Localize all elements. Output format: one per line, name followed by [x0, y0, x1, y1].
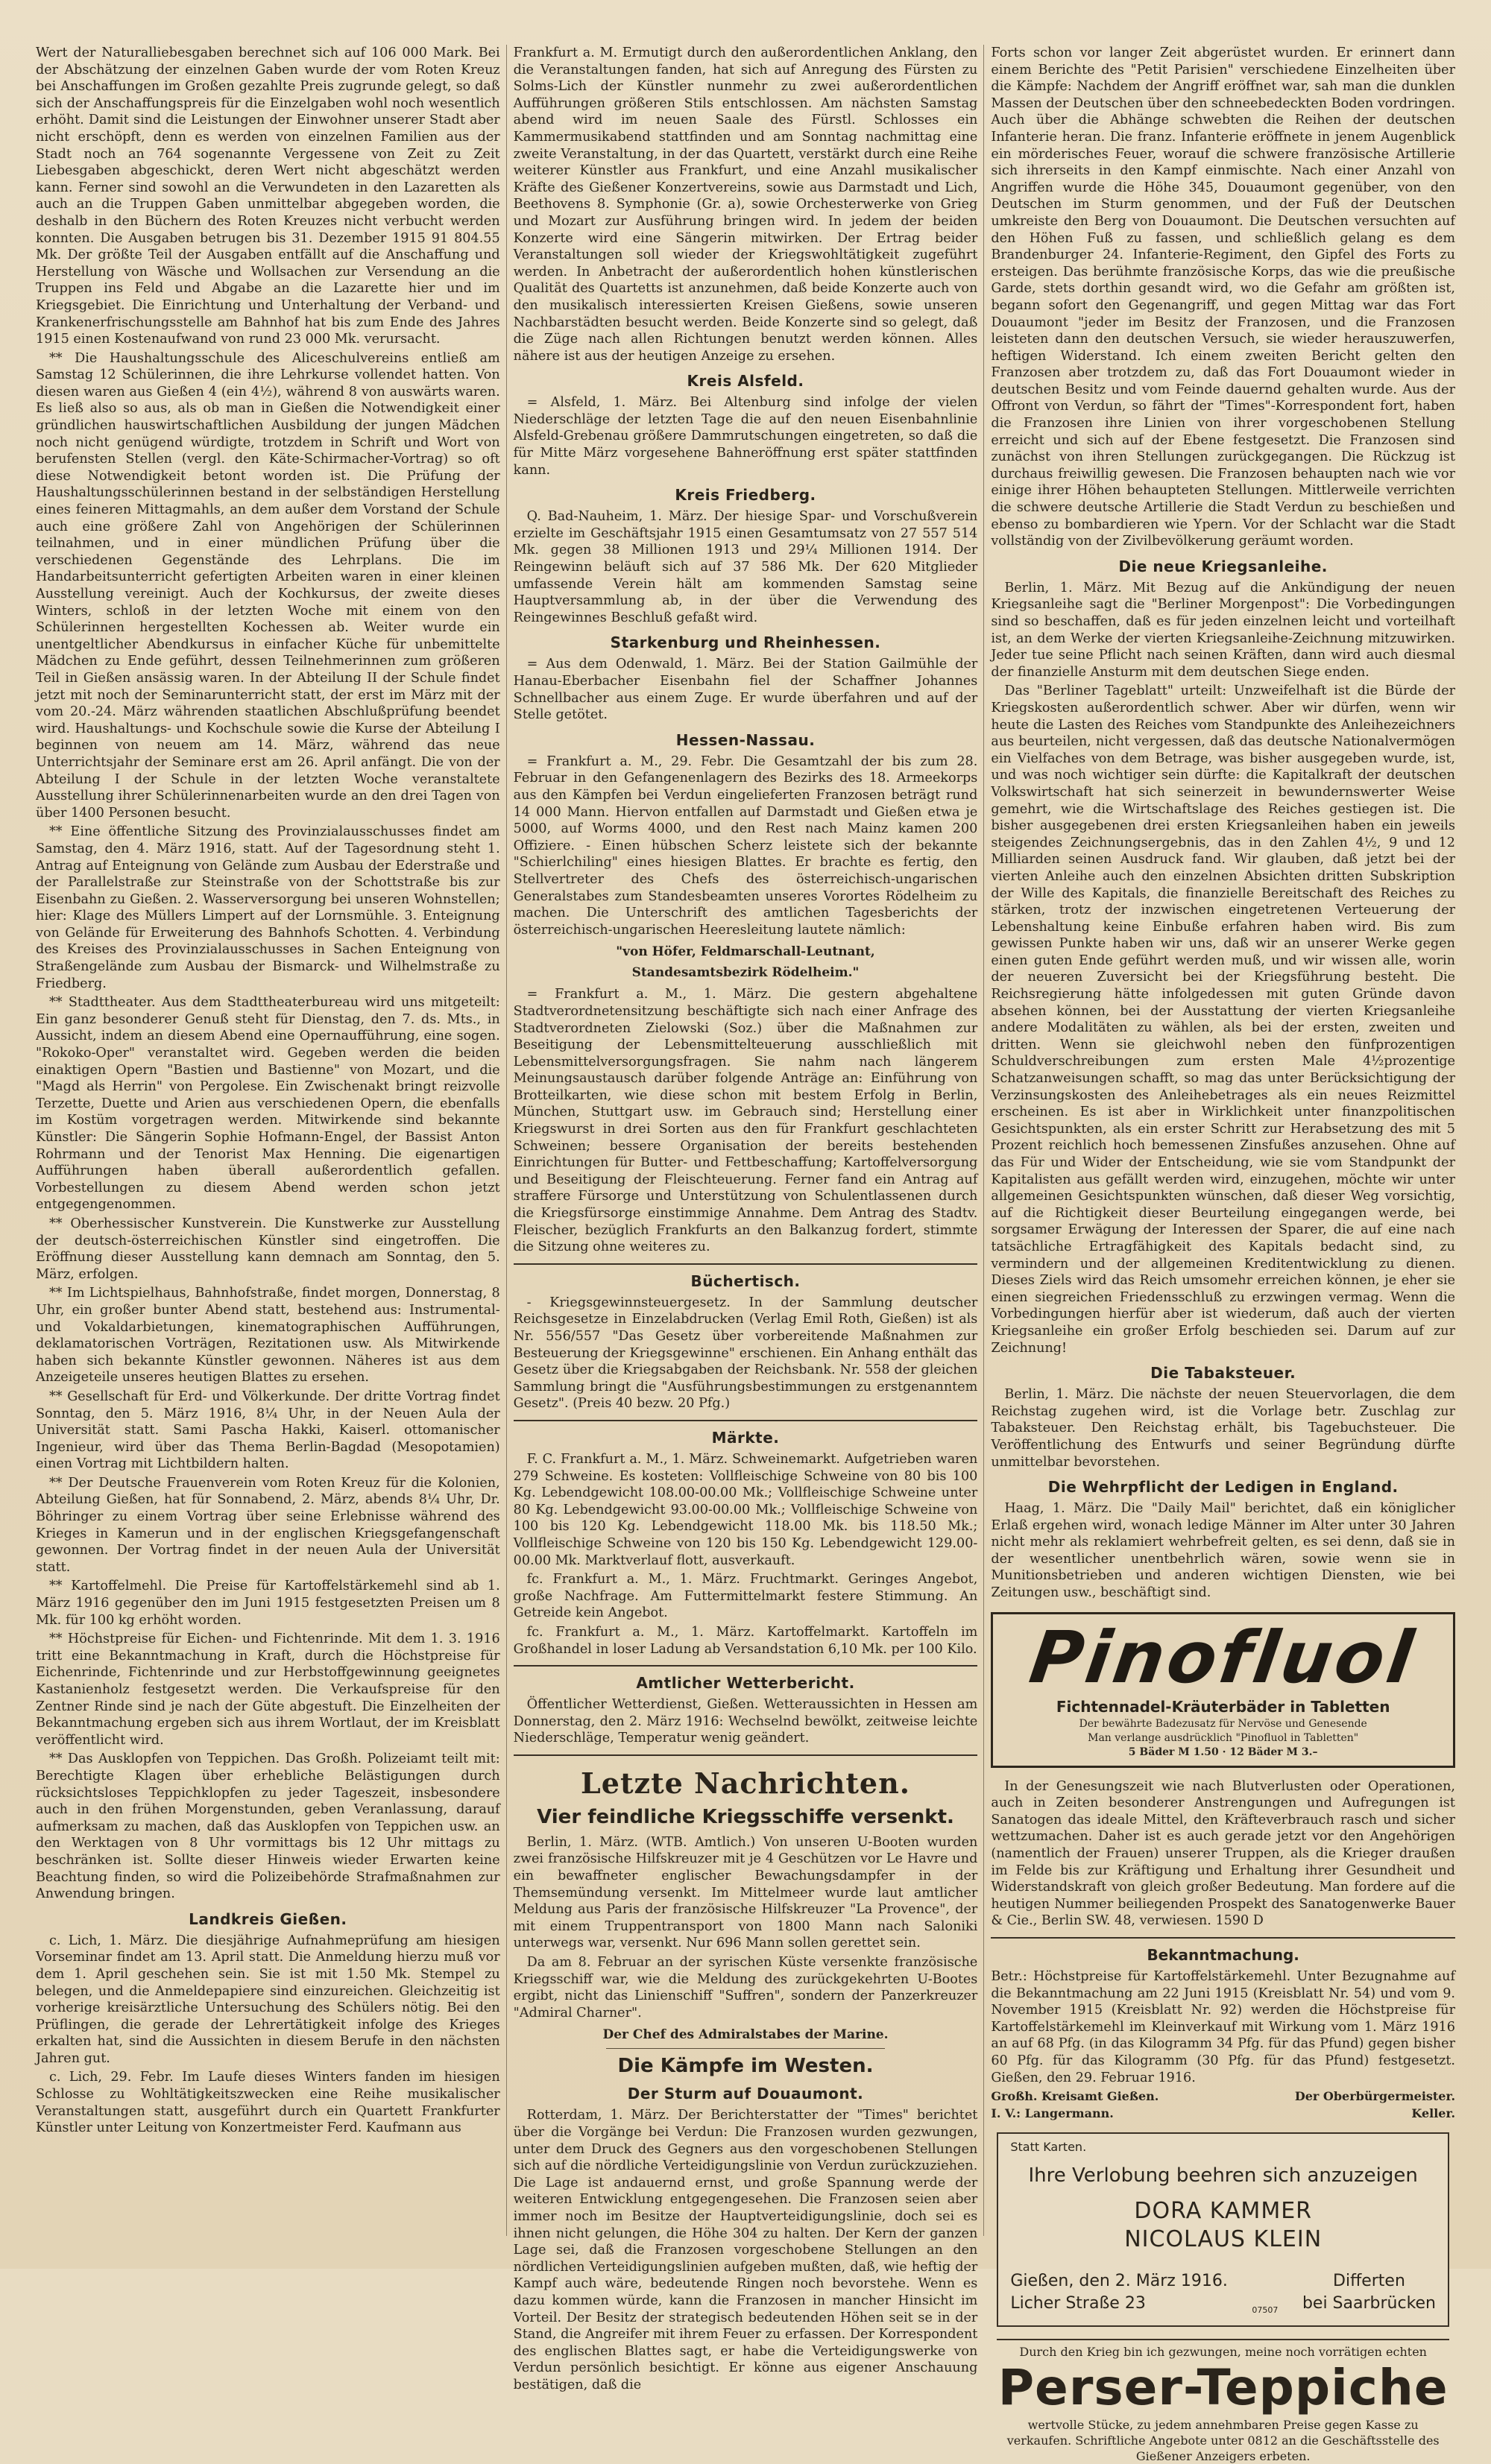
- divider: [514, 1754, 978, 1756]
- article-syrien: Da am 8. Februar an der syrischen Küste versenkte französische Kriegsschiff war, wie die Meldung des zurückgekehrten U-Bootes ergibt, nicht das Linienschiff "Suffren", sondern der Panzerkreuzer "Admiral Charner".: [513, 1955, 978, 2021]
- divider: [514, 1420, 978, 1421]
- perser-text: wertvolle Stücke, zu jedem annehmbaren Preise gegen Kasse zu verkaufen. Schriftliche Angebote unter 0812 an die Geschäftsstelle des Gießener Anzeigers erbeten.: [1006, 2418, 1440, 2464]
- signature-keller: Keller.: [1411, 2106, 1456, 2121]
- divider: [514, 1263, 978, 1265]
- section-heading-douaumont: Der Sturm auf Douaumont.: [627, 2085, 864, 2103]
- column-2: [513, 45, 978, 2392]
- article-wetter: Öffentlicher Wetterdienst, Gießen. Wetteraussichten in Hessen am Donnerstag, den 2. März 1916: Wechselnd bewölkt, zeitweise leichte Niederschläge, Temperatur wenig geändert.: [513, 1697, 978, 1746]
- engagement-intro: Ihre Verlobung beehren sich anzuzeigen: [1028, 2164, 1418, 2187]
- section-heading-starkenburg: Starkenburg und Rheinhessen.: [610, 634, 881, 652]
- perser-title: Perser-Teppiche: [997, 2359, 1449, 2417]
- engagement-footer: [1010, 2270, 1436, 2315]
- article-forts: Forts schon vor langer Zeit abgerüstet wurden. Er erinnert dann einem Berichte des "Petit Parisien" verschiedene Einzelheiten über die Kämpfe: Nachdem der Angriff eröffnet war, sah man die dunklen Massen der Deutschen über den schneebedeckten Boden vordringen. Auch über die Abhänge schwebten die Reihen der deutschen Infanterie heran. Die franz. Infanterie eröffnete in jenem Augenblick ein mörderisches Feuer, worauf die schwere französische Artillerie sich ihrerseits in den Kampf einmischte. Nach einer Anzahl von Angriffen wurde die Höhe 345, Douaumont gegenüber, von den Deutschen im Sturm genommen, und der Fuß der Deutschen umkreiste den Berg von Douaumont. Die Deutschen versuchten auf den Höhen Fuß zu fassen, und schließlich gelang es dem Brandenburger 24. Infanterie-Regiment, den Gipfel des Forts zu ersteigen. Das berühmte französische Korps, das wie die preußische Garde, stets dorthin gesandt wird, wo die Gefahr am größten ist, begann sofort den Gegenangriff, und gegen Mittag war das Fort Douaumont "jeder im Besitz der Franzosen, und die Franzosen leisteten dann den deutschen Versuch, sie wieder herauszuwerfen, heftigen Widerstand. Ich einem zweiten Bericht gelten den Franzosen aber trotzdem zu, daß das Fort Douaumont wieder in deutschen Besitz und vom Feinde dauernd gehalten wurde. Aus der Offront von Verdun, so fährt der "Times"-Korrespondent fort, haben die Franzosen ihre Linien von ihrer vorgeschobenen Stellung erreicht und sich auf der Ebene festgesetzt. Die Franzosen sind zunächst von ihren Stellungen zurückgegangen. Die Rückzug ist durchaus freiwillig gewesen. Die Franzosen behaupten nach wie vor einige ihrer Höhen behaupteten Stellungen. Mittlerweile verrichten die schwere deutsche Artillerie die Stadt Verdun zu beschießen und ebenso zu bombardieren wie Ypern. Vor der Schlacht war die Stadt vollständig von der Zivilbevölkerung geräumt worden.: [991, 45, 1456, 549]
- article-lich-concerts: Frankfurt a. M. Ermutigt durch den außerordentlichen Anklang, den die Veranstaltungen fanden, hat sich auf Anregung des Fürsten zu Solms-Lich der Künstler nunmehr zu zwei außerordentlichen Aufführungen größeren Stils entschlossen. Am nächsten Samstag abend wird im neuen Saale des Fürstl. Schlosses ein Kammermusikabend stattfinden und am Sonntag nachmittag eine zweite Veranstaltung, in der das Quartett, verstärkt durch eine Reihe weiterer Künstler aus Frankfurt, und eine Anzahl musikalischer Kräfte des Gießener Konzertvereins, sowie aus Darmstadt und Lich, Beethovens 8. Symphonie (Gr. a), sowie Orchesterwerke von Grieg und Mozart zur Ausführung bringen wird. In jedem der beiden Konzerte wird eine Sängerin mitwirken. Der Ertrag beider Veranstaltungen soll wieder der Kriegswohltätigkeit zugeführt werden. In Anbetracht der außerordentlich hohen künstlerischen Qualität des Quartetts ist anzunehmen, daß beide Konzerte auch von den musikalisch interessierten Kreisen Gießens, sowie unseren Nachbarstädten besucht werden. Beide Konzerte sind so gelegt, daß die Züge nach allen Richtungen benutzt werden können. Alles nähere ist aus der heutigen Anzeige zu ersehen.: [513, 45, 978, 364]
- article-kartoffelmehl: ** Kartoffelmehl. Die Preise für Kartoffelstärkemehl sind ab 1. März 1916 gegenüber den im Juni 1915 festgesetzten Preisen um 8 Mk. für 100 kg erhöht worden.: [36, 1579, 500, 1628]
- article-kartoffelmarkt: fc. Frankfurt a. M., 1. März. Kartoffelmarkt. Kartoffeln im Großhandel in loser Ladung ab Versandstation 6,10 Mk. per 100 Kilo.: [513, 1624, 978, 1657]
- notice-title: Bekanntmachung.: [1147, 1946, 1299, 1964]
- engagement-names: [1010, 2197, 1436, 2254]
- article-frauenverein: ** Der Deutsche Frauenverein vom Roten Kreuz für die Kolonien, Abteilung Gießen, hat für Sonnabend, 2. März, abends 8¼ Uhr, Dr. Böhringer zu einem Vortrag über seine Erlebnisse während des Krieges in Kamerun und in der englischen Kriegsgefangenschaft gewonnen. Der Vortrag findet in der neuen Aula der Universität statt.: [36, 1475, 500, 1575]
- article-fruchtmarkt: fc. Frankfurt a. M., 1. März. Fruchtmarkt. Geringes Angebot, große Nachfrage. Am Futtermittelmarkt festere Stimmung. An Getreide kein Angebot.: [513, 1572, 978, 1621]
- article-alsfeld: = Alsfeld, 1. März. Bei Altenburg sind infolge der vielen Niederschläge der letzten Tage die auf den neuen Eisenbahnlinie Alsfeld-Grebenau größere Dammrutschungen eingetreten, so daß die für Mitte März vorgesehene Bahneröffnung erst später stattfinden kann.: [513, 395, 978, 478]
- divider: [991, 1937, 1455, 1939]
- article-stadttheater: ** Stadttheater. Aus dem Stadttheaterbureau wird uns mitgeteilt: Ein ganz besonderer Genuß steht für Dienstag, den 7. ds. Mts., in Aussicht, indem an diesem Abend eine Opernaufführung, eine sogen. "Rokoko-Oper" veranstaltet wird. Gegeben werden die beiden einaktigen Opern "Bastien und Bastienne" von Mozart, und die "Magd als Herrin" von Pergolese. Ein Zwischenakt bringt reizvolle Terzette, Duette und Arien aus verschiedenen Opern, die ebenfalls im Kostüm vorgetragen werden. Mitwirkende sind bekannte Künstler: Die Sängerin Sophie Hofmann-Engel, der Bassist Anton Rohrmann und der Tenorist Max Henning. Die eigenartigen Aufführungen haben überall außerordentlich gefallen. Vorbestellungen zu diesem Abend werden schon jetzt entgegengenommen.: [36, 995, 500, 1213]
- signature-kreisamt: Großh. Kreisamt Gießen.: [991, 2089, 1159, 2104]
- engagement-place-2: bei Saarbrücken: [1302, 2294, 1436, 2313]
- column-3: [991, 45, 1456, 2464]
- section-heading-landkreis: Landkreis Gießen.: [189, 1909, 347, 1928]
- article-tabaksteuer: Berlin, 1. März. Die nächste der neuen Steuervorlagen, die dem Reichstag zugehen wird, ist die Vorlage betr. Zuschlag zur Tabaksteuer. Den Reichstag erhält, bis Tagebuchsteuer. Die Veröffentlichung des Entwurfs und seiner Begründung dürfte unmittelbar bevorstehen.: [991, 1387, 1456, 1470]
- article-kunstverein: ** Oberhessischer Kunstverein. Die Kunstwerke zur Ausstellung der deutsch-österreichischen Künstler sind eingetroffen. Die Eröffnung dieser Ausstellung kann demnach am Sonntag, den 5. März, erfolgen.: [36, 1216, 500, 1282]
- article-wehrpflicht: Haag, 1. März. Die "Daily Mail" berichtet, daß ein königlicher Erlaß ergehen wird, wonach ledige Männer im Alter unter 30 Jahren nicht mehr als reklamiert wehrbefreit gelten, es sei denn, daß sie in der wesentlicher unentbehrlich wären, sowie wenn sie in Munitionsbetrieben und anderen wichtigen Diensten, wie bei Zeitungen usw., beschäftigt sind.: [991, 1501, 1456, 1601]
- divider: [606, 2048, 885, 2049]
- section-heading-tabaksteuer: Die Tabaksteuer.: [1150, 1364, 1296, 1383]
- article-erdkunde: ** Gesellschaft für Erd- und Völkerkunde. Der dritte Vortrag findet Sonntag, den 5. März 1916, 8¼ Uhr, in der Neuen Aula der Universität statt. Sami Pascha Hakki, Kaiserl. ottomanischer Ingenieur, wird über das Thema Berlin-Bagdad (Mesopotamien) einen Vortrag mit Lichtbildern halten.: [36, 1389, 500, 1472]
- advertisement-pinofluol: [991, 1612, 1455, 1768]
- section-heading-wehrpflicht: Die Wehrpflicht der Ledigen in England.: [1047, 1478, 1399, 1497]
- signature-line-1: "von Höfer, Feldmarschall-Leutnant,: [616, 944, 875, 960]
- engagement-tag: Statt Karten.: [1010, 2140, 1087, 2155]
- perser-intro: Durch den Krieg bin ich gezwungen, meine noch vorrätigen echten: [1019, 2345, 1427, 2360]
- notice-text: Betr.: Höchstpreise für Kartoffelstärkemehl. Unter Bezugnahme auf die Bekanntmachung am 22 Juni 1915 (Kreisblatt Nr. 54) und vom 9. November 1915 (Kreisblatt Nr. 92) werden die Höchstpreise für Kartoffelstärkemehl im Kleinverkauf mit Wirkung vom 1. März 1916 an auf 68 Pfg. (in das Kilogramm 34 Pfg. für das Pfund) gegen bisher 60 Pfg. für das Kilogramm (30 Pfg. für das Pfund) festgesetzt. Gießen, den 29. Februar 1916.: [991, 1969, 1456, 2085]
- article-provinzialausschuss: ** Eine öffentliche Sitzung des Provinzialausschusses findet am Samstag, den 4. März 1916, statt. Auf der Tagesordnung steht 1. Antrag auf Enteignung von Gelände zum Ausbau der Ederstraße und der Parallelstraße zur Steinstraße von der Schottstraße bis zur Eisenbahn zu Gießen. 2. Wasserversorgung bei unseren Wohnstellen; hier: Klage des Müllers Limpert auf der Lornsmühle. 3. Enteignung von Gelände für Erweiterung des Bahnhofs Schotten. 4. Verbindung des Kreises des Provinzialausschusses in Sachen Enteignung von Straßengelände zum Ausbau der Bismarck- und Wilhelmstraße zu Friedberg.: [36, 824, 500, 991]
- article-teppiche: ** Das Ausklopfen von Teppichen. Das Großh. Polizeiamt teilt mit: Berechtigte Klagen über erhebliche Belästigungen durch rücksichtsloses Teppichklopfen zu jeder Tageszeit, insbesondere auch in den frühen Morgenstunden, geben Veranlassung, darauf aufmerksam zu machen, daß das Ausklopfen von Teppichen usw. an den Werktagen von 8 Uhr vormittags bis 12 Uhr mittags zu beschränken ist. Sollte dieser Hinweis wieder Erwarten keine Beachtung finden, so wird die Polizeibehörde Strafmaßnahmen zur Anwendung bringen.: [36, 1751, 500, 1902]
- pinofluol-subtitle: Fichtennadel-Kräuterbäder in Tabletten: [1056, 1697, 1390, 1716]
- subheadline-kaempfe-westen: Die Kämpfe im Westen.: [617, 2055, 874, 2078]
- signature-line-2: Standesamtsbezirk Rödelheim.": [631, 965, 860, 981]
- pinofluol-logo: Pinofluol: [1025, 1615, 1422, 1699]
- section-heading-kriegsanleihe: Die neue Kriegsanleihe.: [1118, 557, 1328, 575]
- pinofluol-prices: 5 Bäder M 1.50 · 12 Bäder M 3.–: [1128, 1746, 1318, 1758]
- engagement-name-bride: DORA KAMMER: [1134, 2198, 1312, 2225]
- section-heading-maerkte: Märkte.: [711, 1428, 780, 1447]
- column-1: [36, 45, 500, 2236]
- article-lich-2: c. Lich, 29. Febr. Im Laufe dieses Winters fanden im hiesigen Schlosse zu Wohltätigkeitszwecken eine Reihe musikalischer Veranstaltungen statt, ausgeführt durch ein Quartett Frankfurter Künstler unter Leitung von Konzertmeister Ferd. Kaufmann aus: [36, 2070, 500, 2136]
- article-red-cross: Wert der Naturalliebesgaben berechnet sich auf 106 000 Mark. Bei der Abschätzung der einzelnen Gaben wurde der vom Roten Kreuz bei Anschaffungen im Großen gezahlte Preis zugrunde gelegt, so daß sich der Anschaffungspreis für die Einzelgaben wohl noch wesentlich erhöht. Damit sind die Leistungen der Einwohner unserer Stadt aber nicht erschöpft, denn es werden von einzelnen Familien aus der Stadt noch an 764 sogenannte Vergessene von Zeit zu Zeit Liebesgaben abgeschickt, deren Wert nicht abgeschätzt werden kann. Ferner sind sowohl an die Verwundeten in den Lazaretten als auch an die Truppen Gaben unmittelbar abgegeben worden, die deshalb in den Büchern des Roten Kreuzes nicht verbucht werden konnten. Die Ausgaben betrugen bis 31. Dezember 1915 91 804.55 Mk. Der größte Teil der Ausgaben entfällt auf die Anschaffung und Herstellung von Wäsche und Wollsachen zur Versendung an die Truppen ins Feld und Abgabe an die Lazarette hier und im Kriegsgebiet. Die Einrichtung und Unterhaltung der Verband- und Krankenerfrischungsstelle am Bahnhof hat bis zum Ende des Jahres 1915 einen Kostenaufwand von rund 23 000 Mk. verursacht.: [36, 45, 500, 347]
- section-heading-alsfeld: Kreis Alsfeld.: [687, 372, 804, 391]
- signature-oberbuergermeister: Der Oberbürgermeister.: [1294, 2089, 1456, 2104]
- engagement-place: Differten: [1333, 2272, 1405, 2291]
- engagement-address: Licher Straße 23: [1010, 2294, 1146, 2313]
- section-heading-hessen-nassau: Hessen-Nassau.: [675, 730, 816, 749]
- article-lich-1: c. Lich, 1. März. Die diesjährige Aufnahmeprüfung am hiesigen Vorseminar findet am 13. April statt. Die Anmeldung hierzu muß vor dem 1. April geschehen sein. Sie ist mit 1.50 Mk. Stempel zu belegen, und die Anmeldepapiere sind einzureichen. Gleichzeitig ist vorherige kreisärztliche Untersuchung des Schülers nötig. Bei den Prüflingen, die gerade der Lehrertätigkeit infolge des Krieges erkalten hat, sind die Aussichten in diesem Berufe in den nächsten Jahren gut.: [36, 1933, 500, 2066]
- engagement-announcement: [997, 2132, 1449, 2327]
- engagement-footer-right: [1302, 2270, 1436, 2315]
- article-frankfurt-2: = Frankfurt a. M., 1. März. Die gestern abgehaltene Stadtverordnetensitzung beschäftigte sich nach einer Anfrage des Stadtverordneten Zielowski (Soz.) über die Maßnahmen zur Beseitigung der Lebensmittelteuerung ausschließlich mit Lebensmittelversorgungsfragen. Sie nahm nach längerem Meinungsaustausch darüber folgende Anträge an: Einführung von Brotteilkarten, wie diese schon mit bestem Erfolg in Berlin, München, Stuttgart usw. im Gebrauch sind; Herstellung einer Kriegswurst in drei Sorten aus den für Frankfurt geschlachteten Schweinen; bessere Organisation der bereits bestehenden Einrichtungen für Butter- und Fettbeschaffung; Kartoffelversorgung und Beseitigung der Fleischteuerung. Ferner fand ein Antrag auf straffere Fürsorge und Unterstützung von Schulentlassenen durch die Kriegsfürsorge einstimmige Annahme. Dem Antrag des Stadtv. Fleischer, bezüglich Frankfurts an den Balkanzug fordert, stimmte die Sitzung ohne weiteres zu.: [513, 987, 978, 1255]
- article-schweinemarkt: F. C. Frankfurt a. M., 1. März. Schweinemarkt. Aufgetrieben waren 279 Schweine. Es kosteten: Vollfleischige Schweine von 80 bis 100 Kg. Lebendgewicht 108.00-00.00 Mk.; Vollfleischige Schweine unter 80 Kg. Lebendgewicht 93.00-00.00 Mk.; Vollfleischige Schweine von 100 bis 120 Kg. Lebendgewicht 118.00 Mk. bis 118.50 Mk.; Vollfleischige Schweine von 120 bis 150 Kg. Lebendgewicht 129.00-00.00 Mk. Marktverlauf flott, ausverkauft.: [513, 1451, 978, 1568]
- article-morgenpost: Berlin, 1. März. Mit Bezug auf die Ankündigung der neuen Kriegsanleihe sagt die "Berliner Morgenpost": Die Vorbedingungen sind so beschaffen, daß es für jeden einzelnen leicht und vorteilhaft ist, an dem Werke der vierten Kriegsanleihe-Zeichnung mitzuwirken. Jeder tue seine Pflicht nach seinen Kräften, dann wird auch diesmal der finanzielle Ansturm mit dem deutschen Siege enden.: [991, 580, 1456, 680]
- notice-signatures-2: [991, 2106, 1455, 2120]
- headline-letzte-nachrichten: Letzte Nachrichten.: [581, 1766, 910, 1800]
- article-haushaltungsschule: ** Die Haushaltungsschule des Aliceschulvereins entließ am Samstag 12 Schülerinnen, die ihre Lehrkurse vollendet hatten. Von diesen waren aus Gießen 4 (ein 4½), während 8 von auswärts waren. Es ließ also so aus, als ob man in Gießen die Notwendigkeit einer gründlichen hauswirtschaftlichen Ausbildung der jungen Mädchen noch nicht genügend würdigte, trotzdem in Schrift und Wort von berufensten Stellen (vergl. den Käte-Schirmacher-Vortrag) so oft diese Notwendigkeit betont worden ist. Die Prüfung der Haushaltungsschülerinnen bestand in der selbständigen Herstellung eines feineren Mittagmahls, an dem außer dem Vorstand der Schule auch eine größere Zahl von Angehörigen der Schülerinnen teilnahmen, und in einer mündlichen Prüfung über die verschiedenen Gegenstände des Lehrplans. Die im Handarbeitsunterricht gefertigten Arbeiten waren in einer kleinen Ausstellung vereinigt. Auch der Kochkursus, der zweite dieses Winters, schloß in der letzten Woche mit einem von den Schülerinnen hergestellten Kochessen ab. Weiter wurde ein unentgeltlicher Abendkursus in einfacher Küche für unbemittelte Mädchen zu Ende geführt, dessen Teilnehmerinnen zum größeren Teil in Gießen ansässig waren. In der Abteilung II der Schule findet jetzt mit noch der Seminarunterricht statt, der erst im März mit der vom 20.-24. März währenden staatlichen Abschlußprüfung beendet wird. Haushaltungs- und Kochschule sowie die Kurse der Abteilung I beginnen von neuem am 14. März, während das neue Unterrichtsjahr der Seminare erst am 26. April anfängt. Die von der Abteilung I der Schule in der letzten Woche veranstaltete Ausstellung ihrer Schülerinnenarbeiten wurde an den drei Tagen von über 1400 Personen besucht.: [36, 350, 500, 821]
- divider: [514, 1665, 978, 1667]
- engagement-name-groom: NICOLAUS KLEIN: [1124, 2226, 1323, 2253]
- engagement-number: 07507: [1252, 2305, 1279, 2316]
- section-heading-buechertisch: Büchertisch.: [690, 1272, 801, 1290]
- signature-admiralstab: Der Chef des Admiralstabes der Marine.: [602, 2027, 889, 2043]
- pinofluol-line-3: Man verlange ausdrücklich "Pinofluol in Tabletten": [1088, 1731, 1359, 1744]
- subheadline-kriegsschiffe: Vier feindliche Kriegsschiffe versenkt.: [537, 1805, 954, 1828]
- section-heading-wetter: Amtlicher Wetterbericht.: [636, 1674, 855, 1693]
- section-heading-friedberg: Kreis Friedberg.: [675, 486, 816, 505]
- article-rinde: ** Höchstpreise für Eichen- und Fichtenrinde. Mit dem 1. 3. 1916 tritt eine Bekanntmachung in Kraft, durch die Höchstpreise für Eichenrinde, Fichtenrinde und zur Herbstoffgewinnung geeignetes Kastanienholz festgesetzt werden. Die Verkaufspreise für den Zentner Rinde sind je nach der Güte abgestuft. Die Einzelheiten der Bekanntmachung ergeben sich aus ihrem Wortlaut, der im Kreisblatt veröffentlicht wird.: [36, 1631, 500, 1748]
- advertisement-sanatogen: In der Genesungszeit wie nach Blutverlusten oder Operationen, auch in Zeiten besonderer Anstrengungen und Aufregungen ist Sanatogen das ideale Mittel, den Kräfteverbrauch rasch und sicher wettzumachen. Daher ist es auch gerade jetzt vor den Angehörigen (namentlich der Frauen) unserer Truppen, als die Krieger draußen im Felde bis zur Kräftigung und Erhaltung ihrer Gesundheit und Widerstandskraft von gleich großer Bedeutung. Man fordere auf die heutigen Nummer beiliegenden Prospekt des Sanatogenwerke Bauer & Cie., Berlin SW. 48, verwiesen. 1590 D: [991, 1778, 1456, 1929]
- pinofluol-line-2: Der bewährte Badezusatz für Nervöse und Genesende: [1079, 1717, 1367, 1730]
- notice-signatures-1: [991, 2089, 1455, 2103]
- advertisement-perser: [997, 2339, 1449, 2464]
- article-frankfurt-1: = Frankfurt a. M., 29. Febr. Die Gesamtzahl der bis zum 28. Februar in den Gefangenenlagern des Bezirks des 18. Armeekorps aus den Kämpfen bei Verdun eingelieferten Franzosen beträgt rund 14 000 Mann. Hiervon entfallen auf Darmstadt und Gießen etwa je 5000, auf Worms 4000, und den Rest nach Mainz kamen 200 Offiziere. - Einen hübschen Scherz leistete sich der bekannte "Schierlchiling" eines hiesigen Blattes. Er brachte es fertig, den Stellvertreter des Chefs des österreichisch-ungarischen Generalstabes zum Standesbeamten unseres Vorortes Rödelheim zu machen. Die Unterschrift des amtlichen Tagesberichts der österreichisch-ungarischen Heeresleitung lautete nämlich:: [513, 754, 978, 938]
- article-odenwald: = Aus dem Odenwald, 1. März. Bei der Station Gailmühle der Hanau-Eberbacher Eisenbahn fiel der Schaffner Johannes Schnellbacher aus einem Zuge. Er wurde überfahren und auf der Stelle getötet.: [513, 657, 978, 723]
- article-uboote: Berlin, 1. März. (WTB. Amtlich.) Von unseren U-Booten wurden zwei französische Hilfskreuzer mit je 4 Geschützen vor Le Havre und ein bewaffneter englischer Bewachungsdampfer in der Themsemündung versenkt. Im Mittelmeer wurde laut amtlicher Meldung aus Paris der französische Hilfskreuzer "La Provence", der mit einem Truppentransport von 1800 Mann nach Saloniki unterwegs war, versenkt. Nur 696 Mann sollen gerettet sein.: [513, 1834, 978, 1951]
- article-nauheim: Q. Bad-Nauheim, 1. März. Der hiesige Spar- und Vorschußverein erzielte im Geschäftsjahr 1915 einen Gesamtumsatz von 27 557 514 Mk. gegen 38 Millionen 1913 und 29¼ Millionen 1914. Der Reingewinn beläuft sich auf 37 586 Mk. Der 620 Mitglieder umfassende Verein hält am kommenden Samstag seine Hauptversammlung ab, in der über die Verwendung des Reingewinnes Beschluß gefaßt wird.: [513, 509, 978, 625]
- article-kriegsgewinn: - Kriegsgewinnsteuergesetz. In der Sammlung deutscher Reichsgesetze in Einzelabdrucken (Verlag Emil Roth, Gießen) ist als Nr. 556/557 "Das Gesetz über vorbereitende Maßnahmen zur Besteuerung der Kriegsgewinne" erschienen. Ein Anhang enthält das Gesetz über die Kriegsabgaben der Reichsbank. Nr. 558 der gleichen Sammlung bringt die "Ausführungsbestimmungen zu erstgenanntem Gesetz". (Preis 40 bezw. 20 Pfg.): [513, 1295, 978, 1412]
- article-rotterdam: Rotterdam, 1. März. Der Berichterstatter der "Times" berichtet über die Vorgänge bei Verdun: Die Franzosen wurden gezwungen, unter dem Druck des Gegners aus den vorgeschobenen Stellungen sich auf die nördliche Verteidigungslinie von Verdun zurückzuziehen. Die Lage ist andauernd ernst, und große Spannung werde der weiteren Entwicklung entgegengesehen. Die Franzosen seien aber immer noch im Besitze der Hauptverteidigungslinie, doch sei es ihnen nicht gelungen, die Höhe 304 zu halten. Der Kern der ganzen Lage sei, daß die Franzosen vorgeschobene Stellungen an den nördlichen Verteidigungslinien aufgeben mußten, daß, wie heftig der Kampf auch wäre, bedeutende Ringen noch bevorstehe. Wenn es dazu kommen würde, kann die Franzosen in mancher Hinsicht im Vorteil. Der Besitz der strategisch bedeutenden Höhen seit se in der Stand, die Angreifer mit ihrem Feuer zu erfassen. Der Korrespondent des englischen Blattes sagt, er habe die Verteidigungswerke von Verdun persönlich besichtigt. Er könne aus eigener Anschauung bestätigen, daß die: [513, 2108, 978, 2392]
- article-tageblatt: Das "Berliner Tageblatt" urteilt: Unzweifelhaft ist die Bürde der Kriegskosten außerordentlich schwer. Aber wir dürfen, wenn wir heute die Lasten des Reiches vom Standpunkte des Anleihezeichners aus beurteilen, nicht vergessen, daß das deutsche Nationalvermögen ein Vielfaches von dem Betrage, was bisher ausgegeben wurde, ist, und was noch wichtiger sein dürfte: die Kapitalkraft der deutschen Volkswirtschaft hat sich seinerzeit in bewundernswerter Weise gemehrt, wie die Wirtschaftslage des Reiches gestiegen ist. Die bisher ausgegebenen drei ersten Kriegsanleihen haben ein jeweils steigendes Zeichnungsergebnis, das in den Zahlen 4½, 9 und 12 Milliarden seinen Ausdruck fand. Wir glauben, daß jetzt bei der vierten Anleihe auch den einzelnen Absichten dritten Subskription der Wille des Kapitals, die finanzielle Bereitschaft des Reiches zu stärken, trotz der inzwischen eingetretenen Verteuerung der Lebenshaltung keine Einbuße erfahren haben wird. Bis zum gewissen Punkte haben wir uns, daß wir an unserer Werke gegen einen guten Ende geführt werden muß, und wir wissen alle, worin der neueren Zuversicht bei der Kriegsführung besteht. Die Reichsregierung hätte infolgedessen mit guten Gründe davon absehen können, bei der Ausstattung der vierten Kriegsanleihe andere Modalitäten zu wählen, als bei der ersten, zweiten und dritten. Wenn sie gleichwohl neben den fünfprozentigen Schuldverschreibungen zum ersten Male 4½prozentige Schatzanweisungen schafft, so mag das unter Berücksichtigung der Verzinsungskosten des Anleihebetrages als ein neues Reizmittel erscheinen. Es ist aber in Wirklichkeit unter finanzpolitischen Gesichtspunkten, als ein erster Schritt zur Herabsetzung des mit 5 Prozent reichlich hoch bemessenen Zinsfußes anzusehen. Ohne auf das Für und Wider der Entscheidung, wie sie vom Standpunkt der Kapitalisten aus gefällt werden wird, einzugehen, möchte wir unter allgemeinen Gesichtspunkten wünschen, daß dieser Weg vorsichtig, auf die Richtigkeit dieser Beurteilung eingegangen werde, bei sorgsamer Erwägung der Interessen der Sparer, die auf eine nach tatsächliche Ertragfähigkeit des Kapitals bedacht sind, zu vermindern und der allgemeinen Kreditentwicklung zu dienen. Dieses Ziels wird das Reich umsomehr erreichen können, je eher sie einen siegreichen Friedensschluß zu erzwingen vermag. Wenn die Vorbedingungen hierfür aber ist wiederum, daß auch der vierten Kriegsanleihe ein großer Erfolg beschieden sei. Darum auf zur Zeichnung!: [991, 683, 1456, 1356]
- article-lichtspielhaus: ** Im Lichtspielhaus, Bahnhofstraße, findet morgen, Donnerstag, 8 Uhr, ein großer bunter Abend statt, bestehend aus: Instrumental- und Vokaldarbietungen, kinematographischen Aufführungen, deklamatorischen Vorträgen, Rezitationen usw. Als Mitwirkende haben sich bekannte Künstler gewonnen. Näheres ist aus dem Anzeigeteile unseres heutigen Blattes zu ersehen.: [36, 1286, 500, 1386]
- engagement-date: Gießen, den 2. März 1916.: [1010, 2272, 1228, 2291]
- signature-langermann: I. V.: Langermann.: [991, 2106, 1114, 2121]
- engagement-footer-left: [1010, 2270, 1227, 2315]
